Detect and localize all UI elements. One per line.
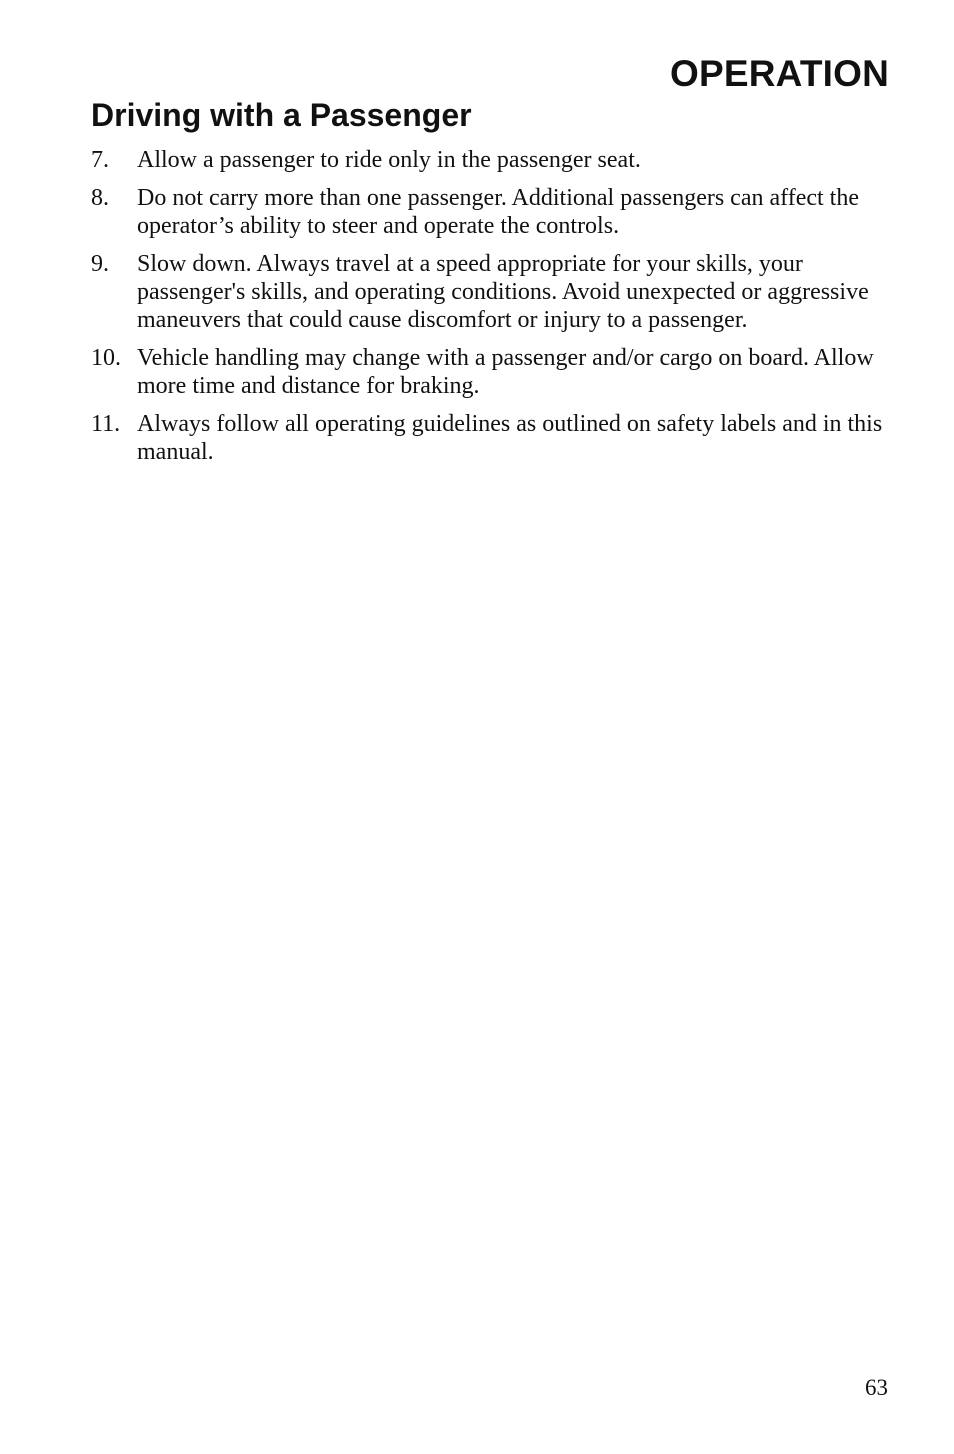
list-item bbox=[91, 146, 891, 174]
page-number: 63 bbox=[865, 1375, 888, 1400]
step-text: Do not carry more than one passenger. Additional passengers can affect the operator’s ability to steer and operate the controls. bbox=[137, 185, 859, 239]
step-text: Slow down. Always travel at a speed appropriate for your skills, your passenger's skills, and operating conditions. Avoid unexpected or aggressive maneuvers that could cause discomfort or injury to a passenger. bbox=[137, 251, 869, 333]
step-number: 7. bbox=[91, 147, 109, 173]
step-number: 9. bbox=[91, 251, 109, 277]
list-item bbox=[91, 184, 891, 240]
step-text: Allow a passenger to ride only in the passenger seat. bbox=[137, 147, 641, 173]
step-number: 11. bbox=[91, 411, 121, 437]
instruction-list bbox=[91, 146, 891, 476]
list-item bbox=[91, 250, 891, 334]
step-text: Always follow all operating guidelines as outlined on safety labels and in this manual. bbox=[137, 411, 883, 465]
step-number: 8. bbox=[91, 185, 109, 211]
step-text: Vehicle handling may change with a passenger and/or cargo on board. Allow more time and distance for braking. bbox=[137, 345, 874, 399]
list-item bbox=[91, 410, 891, 466]
list-item bbox=[91, 344, 891, 400]
step-number: 10. bbox=[91, 345, 121, 371]
section-header: OPERATION bbox=[669, 53, 889, 94]
page-title: Driving with a Passenger bbox=[91, 97, 472, 133]
